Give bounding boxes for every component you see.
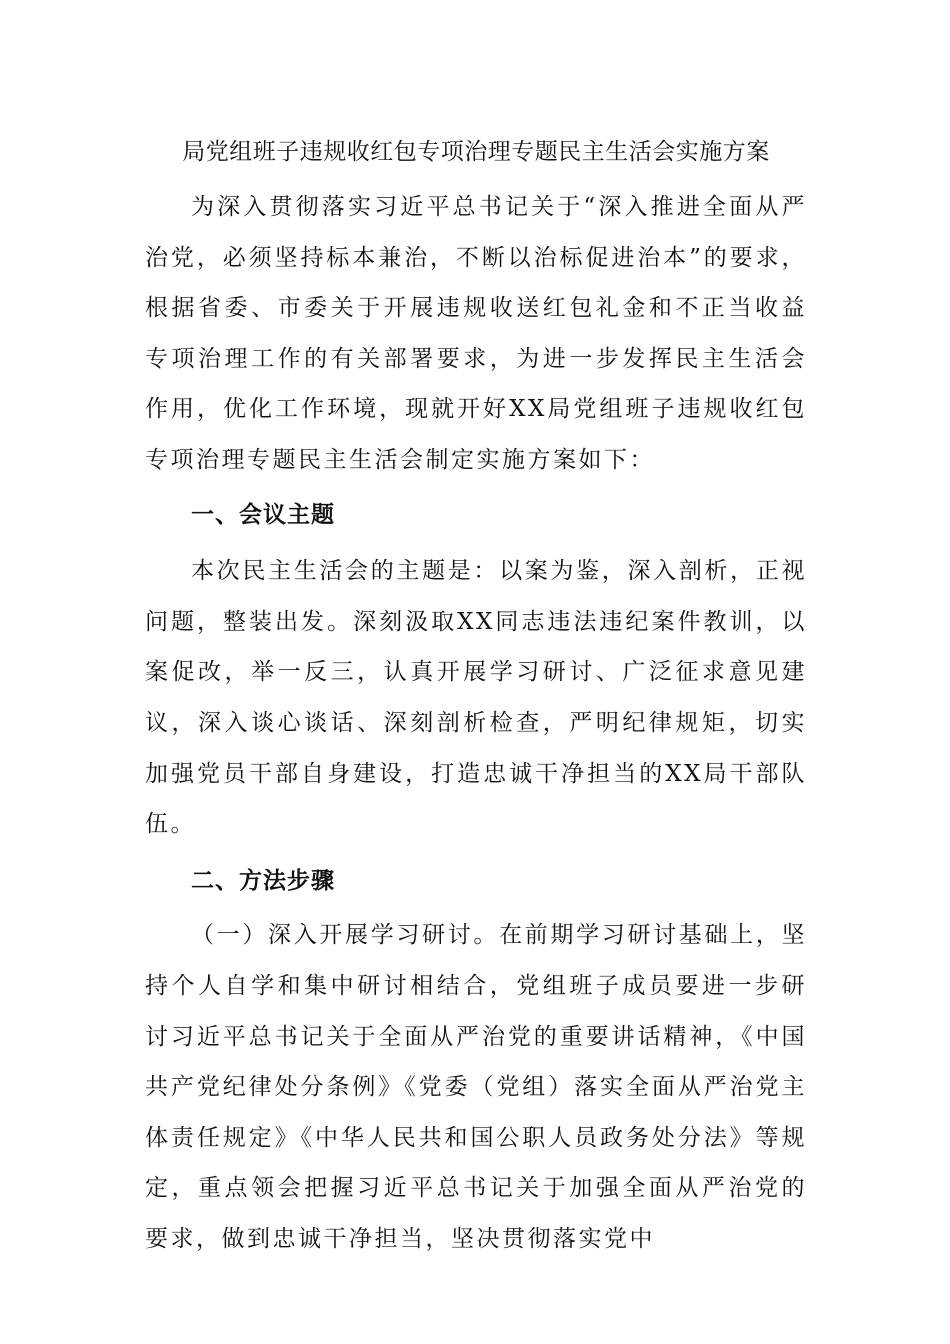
section-heading-meeting-theme: 一、会议主题 — [191, 501, 335, 528]
section-heading-method-steps: 二、方法步骤 — [191, 867, 335, 894]
document-title: 局党组班子违规收红包专项治理专题民主生活会实施方案 — [182, 139, 770, 165]
document-page — [145, 128, 807, 1264]
intro-paragraph: 为深入贯彻落实习近平总书记关于“深入推进全面从严治党，必须坚持标本兼治，不断以治标促进治本”的要求，根据省委、市委关于开展违规收送红包礼金和不正当收益专项治理工作的有关部署要求，为进一步发挥民主生活会作用，优化工作环境，现就开好XX局党组班子违规收红包专项治理专题民主生活会制定实施方案如下： — [145, 194, 807, 473]
meeting-theme-paragraph: 本次民主生活会的主题是：以案为鉴，深入剖析，正视问题，整装出发。深刻汲取XX同志违法违纪案件教训，以案促改，举一反三，认真开展学习研讨、广泛征求意见建议，深入谈心谈话、深刻剖析检查，严明纪律规矩，切实加强党员干部自身建设，打造忠诚干净担当的XX局干部队伍。 — [145, 558, 807, 838]
method-steps-paragraph: （一）深入开展学习研讨。在前期学习研讨基础上，坚持个人自学和集中研讨相结合，党组班子成员要进一步研讨习近平总书记关于全面从严治党的重要讲话精神，《中国共产党纪律处分条例》《党委（党组）落实全面从严治党主体责任规定》《中华人民共和国公职人员政务处分法》等规定，重点领会把握习近平总书记关于加强全面从严治党的要求，做到忠诚干净担当，坚决贯彻落实党中 — [145, 922, 807, 1252]
